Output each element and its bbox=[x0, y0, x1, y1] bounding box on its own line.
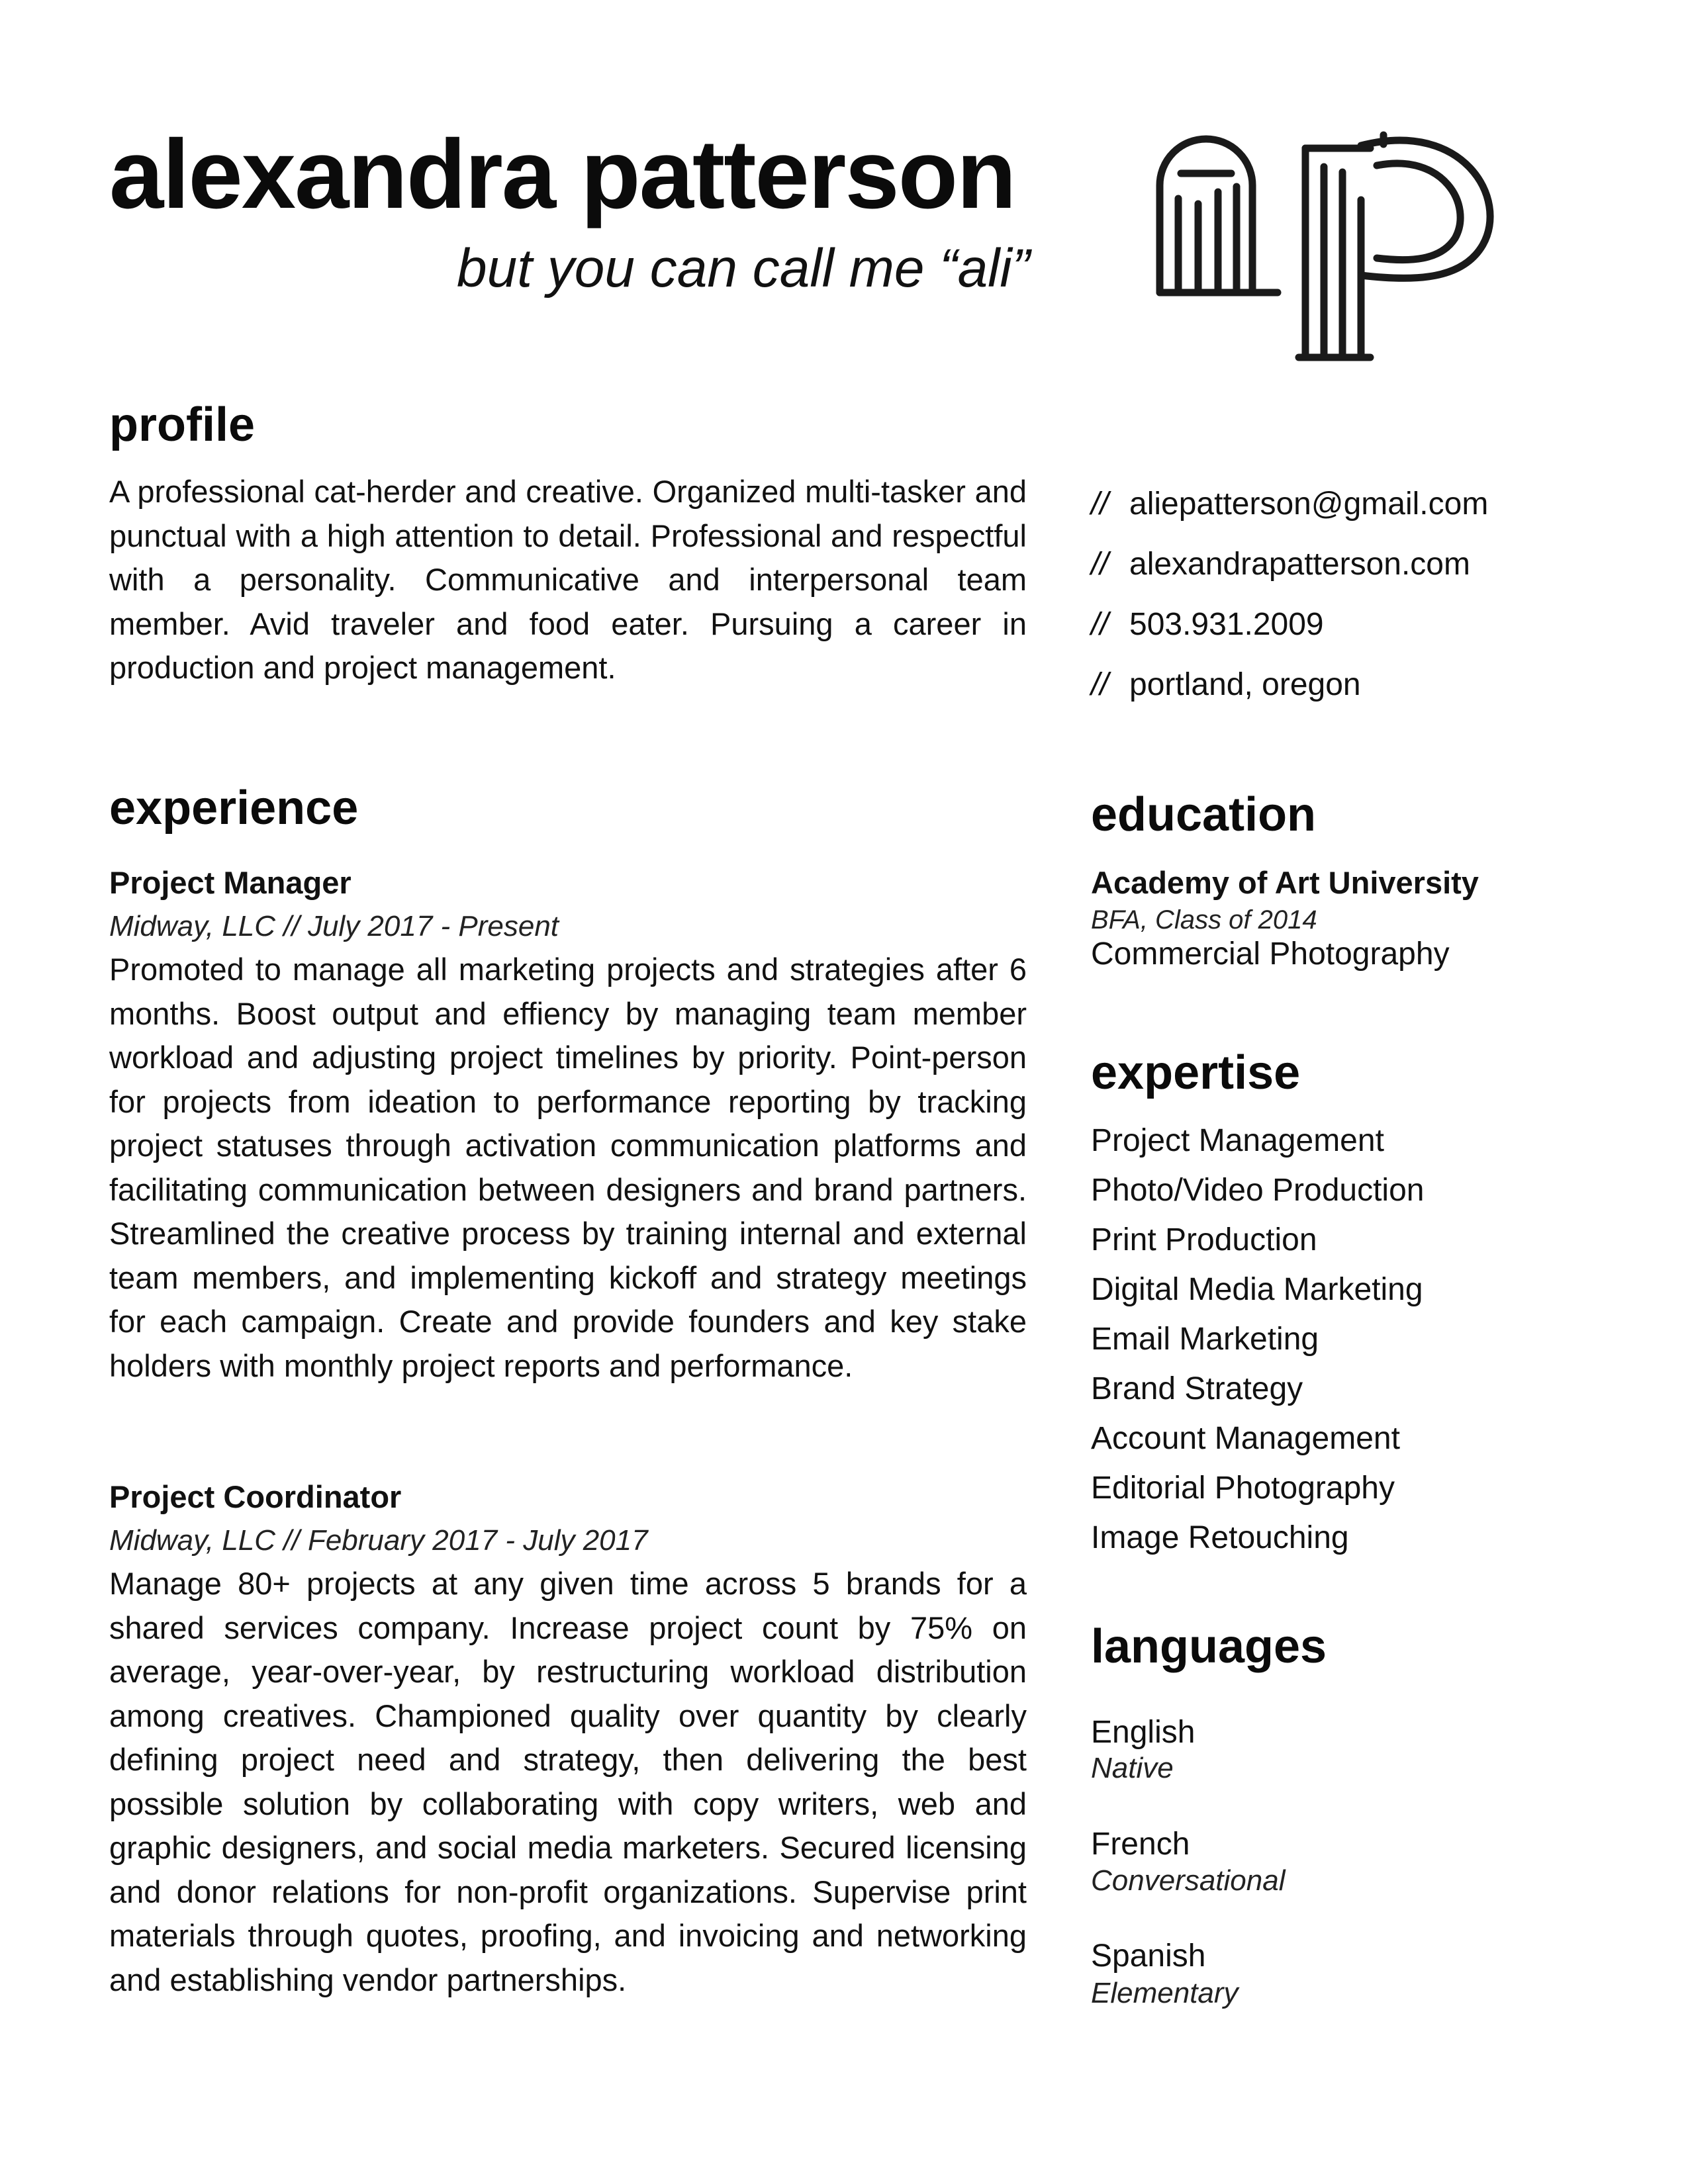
subtitle-nickname: but you can call me “ali” bbox=[457, 238, 1030, 298]
job-description: Promoted to manage all marketing projects and strategies after 6 months. Boost output and effiency by managing team member workload and adjusting project timelines by priority. Point-person for projects from ideation to performance reporting by tracking project statuses through activation communication platforms and facilitating communication between designers and brand partners. Streamlined the creative process by training internal and external team members, and implementing kickoff and strategy meetings for each campaign. Create and provide founders and key stake holders with monthly project reports and performance. bbox=[109, 952, 1027, 1383]
website-text: alexandrapatterson.com bbox=[1129, 547, 1470, 582]
slash-divider: // bbox=[1091, 607, 1109, 642]
skill-item: Brand Strategy bbox=[1091, 1371, 1303, 1406]
job-description: Manage 80+ projects at any given time across 5 brands for a shared services company. Increase project count by 75% on average, year-over-year, by restructuring workload distribution among creatives. Championed quality over quantity by clearly defining project need and strategy, then delivering the best possible solution by collaborating with copy writers, web and graphic designers, and social media marketers. Secured licensing and donor relations for non-profit organizations. Supervise print materials through quotes, proofing, and invoicing and networking and establishing vendor partnerships. bbox=[109, 1566, 1027, 1997]
expertise-list bbox=[1091, 0, 1554, 1588]
skill-item: Editorial Photography bbox=[1091, 1471, 1395, 1506]
skill-item: Photo/Video Production bbox=[1091, 1173, 1425, 1208]
language-name: English bbox=[1091, 1715, 1196, 1750]
phone-text: 503.931.2009 bbox=[1129, 607, 1324, 642]
location-text: portland, oregon bbox=[1129, 667, 1361, 702]
skill-item: Digital Media Marketing bbox=[1091, 1272, 1423, 1307]
language-name: Spanish bbox=[1091, 1938, 1206, 1974]
language-name: French bbox=[1091, 1827, 1190, 1862]
profile-heading: profile bbox=[109, 398, 256, 451]
expertise-heading: expertise bbox=[1091, 1046, 1301, 1099]
slash-divider: // bbox=[1091, 547, 1109, 582]
experience-heading: experience bbox=[109, 782, 359, 835]
job-title: Project Coordinator bbox=[109, 1479, 402, 1514]
job-title: Project Manager bbox=[109, 865, 352, 900]
profile-text: A professional cat-herder and creative. Organized multi-tasker and punctual with a high attention to detail. Professional and respectful with a personality. Communicative and interpersonal team member. Avid traveler and food eater. Pursuing a career in production and project management. bbox=[109, 474, 1027, 685]
skill-item: Account Management bbox=[1091, 1421, 1400, 1456]
skill-item: Image Retouching bbox=[1091, 1520, 1349, 1555]
slash-divider: // bbox=[1091, 486, 1109, 522]
skill-item: Print Production bbox=[1091, 1222, 1317, 1257]
languages-heading: languages bbox=[1091, 1620, 1327, 1673]
page-title: alexandra patterson bbox=[109, 120, 1015, 229]
language-level: Elementary bbox=[1091, 1977, 1239, 2009]
school-name: Academy of Art University bbox=[1091, 865, 1479, 900]
major-text: Commercial Photography bbox=[1091, 936, 1450, 972]
job-meta: Midway, LLC // February 2017 - July 2017 bbox=[109, 1524, 648, 1557]
degree-text: BFA, Class of 2014 bbox=[1091, 905, 1317, 934]
skill-item: Email Marketing bbox=[1091, 1322, 1319, 1357]
email-text: aliepatterson@gmail.com bbox=[1129, 486, 1489, 522]
job-meta: Midway, LLC // July 2017 - Present bbox=[109, 910, 559, 942]
slash-divider: // bbox=[1091, 667, 1109, 702]
language-level: Conversational bbox=[1091, 1864, 1286, 1897]
education-heading: education bbox=[1091, 788, 1317, 841]
skill-item: Project Management bbox=[1091, 1123, 1384, 1158]
language-level: Native bbox=[1091, 1752, 1174, 1784]
